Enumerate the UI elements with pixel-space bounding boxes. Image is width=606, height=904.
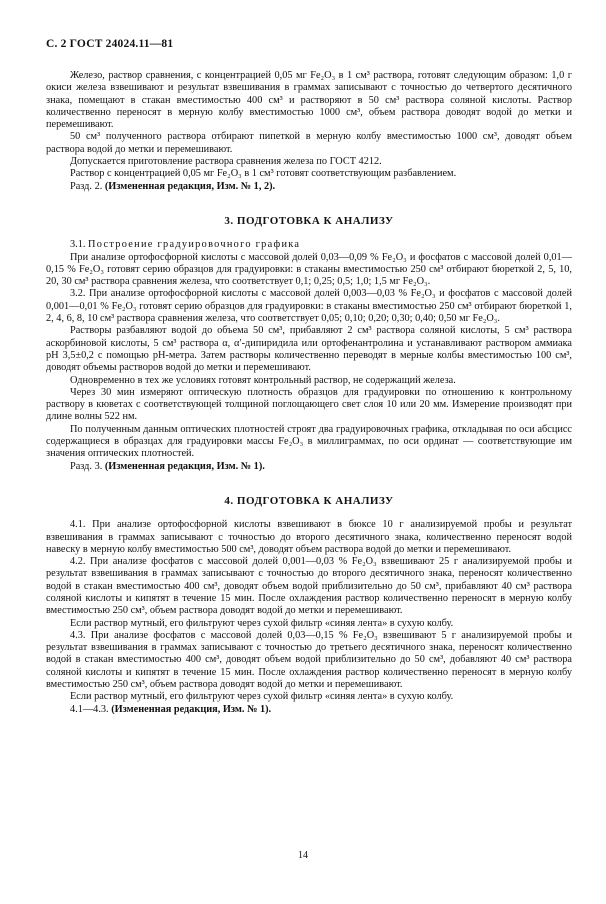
- paragraph-optical-measure: Через 30 мин измеряют оптическую плотность образцов для градуировки по отношению к контрольному раствору в кюветах с соответствующей толщиной поглощающего свет слоя 10 или 20 мм. Измерение производят при длине волны 522 нм.: [46, 386, 572, 423]
- paragraph-filter-note-1: Если раствор мутный, его фильтруют через сухой фильтр «синяя лента» в сухую колбу.: [70, 617, 454, 629]
- edit-note-prefix: Разд. 2.: [70, 180, 105, 192]
- section-3-title: 3. ПОДГОТОВКА К АНАЛИЗУ: [224, 214, 394, 227]
- clause-number-3-1: 3.1.: [70, 239, 89, 251]
- section-4-title: 4. ПОДГОТОВКА К АНАЛИЗУ: [224, 494, 394, 507]
- edit-note-prefix: 4.1—4.3.: [70, 703, 112, 715]
- paragraph-4-3: 4.3. При анализе фосфатов с массовой долей 0,03—0,15 % Fe₂O₃ взвешивают 5 г анализируемой пробы и результат взвешивания в граммах записывают с точностью до третьего десятичного знака, переносят количественно водой в стакан вместимостью 400 см³, доводят объем водой приблизительно до 50 см³, добавляют 40 см³ раствора соляной кислоты и кипятят в течение 15 мин. После охлаждения раствор количественно переносят в мерную колбу вместимостью 250 см³, объем раствора доводят водой до метки и перемешивают.: [46, 629, 572, 691]
- page-number: 14: [298, 850, 308, 861]
- clause-heading-3-1: Построение градуировочного графика: [88, 239, 301, 251]
- paragraph-dilute-procedure: Растворы разбавляют водой до объема 50 см³, прибавляют 2 см³ раствора соляной кислоты, 5 см³ раствора аскорбиновой кислоты, 5 см³ раствора α, α′-дипиридила или ортофенантролина и устанавливают раствором аммиака pH 3,5±0,2 с помощью pH-метра. Затем растворы количественно переводят в мерные колбы вместимостью 100 см³, доводят объемы растворов водой до метки и перемешивают.: [46, 325, 572, 374]
- paragraph-4-2: 4.2. При анализе фосфатов с массовой долей 0,001—0,03 % Fe₂O₃ взвешивают 25 г анализируемой пробы и результат взвешивания в граммах записывают с точностью до второго десятичного знака, переносят количественно водой в стакан вместимостью 400 см³, доводят объем водой приблизительно до 50 см³, прибавляют 40 см³ раствора соляной кислоты и кипятят в течение 15 мин. После охлаждения раствор количественно переносят в мерную колбу вместимостью 250 см³, объем раствора доводят водой до метки и перемешивают.: [46, 556, 572, 617]
- paragraph-reference-solution: Железо, раствор сравнения, с концентрацией 0,05 мг Fe₂O₃ в 1 см³ раствора, готовят следующим образом: 1,0 г окиси железа взвешивают и результат взвешивания в граммах записывают с точностью до четвертого десятичного знака, помещают в стакан вместимостью 400 см³ и растворяют в 50 см³ раствора соляной кислоты. Раствор количественно переносят в мерную колбу вместимостью 1000 см³, объем раствора доводят водой до метки и перемешивают.: [46, 70, 572, 131]
- paragraph-control-solution: Одновременно в тех же условиях готовят контрольный раствор, не содержащий железа.: [70, 374, 456, 386]
- paragraph-edit-note-section2: [46, 181, 572, 193]
- paragraph-dilution: 50 см³ полученного раствора отбирают пипеткой в мерную колбу вместимостью 1000 см³, доводят объем раствора водой до метки и перемешивают.: [46, 131, 572, 155]
- paragraph-3-1-text: При анализе ортофосфорной кислоты с массовой долей 0,03—0,09 % Fe₂O₃ и фосфатов с массовой долей 0,01—0,15 % Fe₂O₃ готовят серию образцов для градуировки: в стаканы вместимостью 250 см³ отбирают бюреткой 2, 5, 10, 20, 30 см³ раствора сравнения железа, что соответствует 0,1; 0,25; 0,5; 1,0; 1,5 мг Fe₂O₃.: [46, 251, 572, 288]
- paragraph-edit-note-section4: [46, 704, 572, 716]
- paragraph-3-1-heading: [46, 239, 572, 251]
- edit-note-text: (Измененная редакция, Изм. № 1, 2).: [104, 180, 276, 192]
- paragraph-calibration-graph: По полученным данным оптических плотностей строят два градуировочных графика, откладывая по оси абсцисс содержащиеся в образцах для градуировки массы Fe₂O₃ в миллиграммах, по оси ординат — соответствующие им значения оптических плотностей.: [46, 423, 572, 460]
- page-header: С. 2 ГОСТ 24024.11—81: [46, 38, 174, 50]
- paragraph-3-2: 3.2. При анализе ортофосфорной кислоты с массовой долей 0,003—0,03 % Fe₂O₃ и фосфатов с массовой долей 0,001—0,01 % Fe₂O₃ готовят серию образцов для градуировки: в стаканы вместимостью 250 см³ отбирают бюреткой 1, 2, 4, 6, 8, 10 см³ раствора сравнения железа, что соответствует 0,05; 0,10; 0,20; 0,30; 0,40; 0,50 мг Fe₂O₃.: [46, 288, 572, 325]
- paragraph-4-1: 4.1. При анализе ортофосфорной кислоты взвешивают в бюксе 10 г анализируемой пробы и результат взвешивания в граммах записывают с точностью до второго десятичного знака, количественно переносят водой навеску в мерную колбу вместимостью 500 см³, доводят объем раствора водой до метки и перемешивают.: [46, 519, 572, 555]
- edit-note-text: (Измененная редакция, Изм. № 1).: [104, 460, 265, 472]
- document-body: [46, 70, 572, 716]
- paragraph-gost-reference: Допускается приготовление раствора сравнения железа по ГОСТ 4212.: [70, 156, 382, 168]
- paragraph-edit-note-section3: [46, 461, 572, 473]
- paragraph-concentration: Раствор с концентрацией 0,05 мг Fe₂O₃ в 1 см³ готовят соответствующим разбавлением.: [70, 168, 457, 180]
- edit-note-prefix: Разд. 3.: [70, 460, 105, 472]
- edit-note-text: (Измененная редакция, Изм. № 1).: [111, 703, 272, 715]
- paragraph-filter-note-2: Если раствор мутный, его фильтруют через сухой фильтр «синяя лента» в сухую колбу.: [70, 691, 454, 703]
